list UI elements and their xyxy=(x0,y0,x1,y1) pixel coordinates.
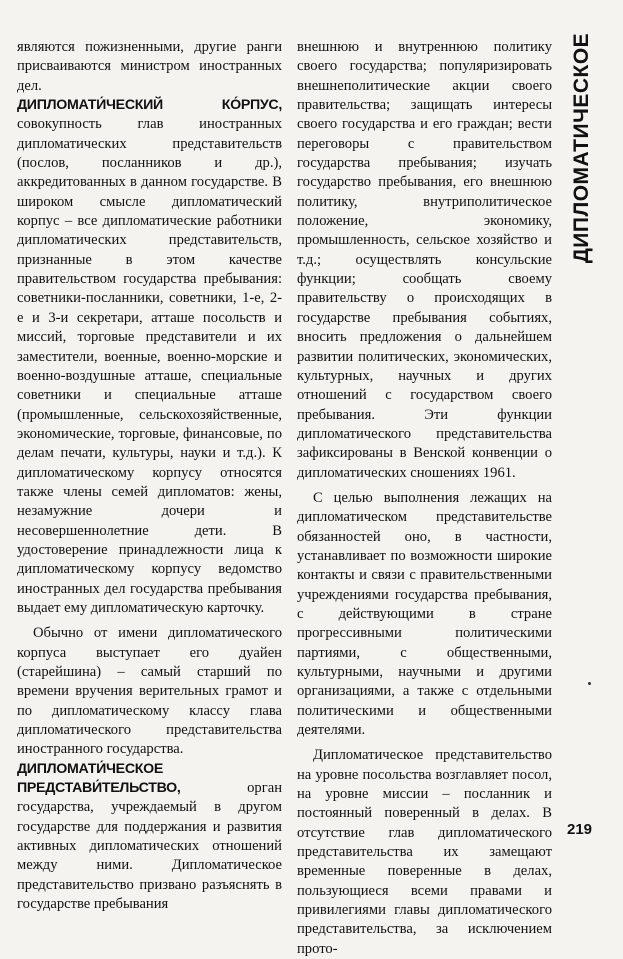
running-head-text: ДИПЛОМАТИЧЕСКОЕ xyxy=(570,32,593,264)
running-head xyxy=(562,28,602,268)
paragraph-functions: внешнюю и внутреннюю политику своего государства; популяризировать внешнеполитические акции своего правительства; защищать интересы своего государства и его граждан; вести переговоры с правительством государства пребывания; изучать государство пребывания, его внешнюю политику, внутриполитическое положение, экономику, промышленность, сельское хозяйство и т.д.; осуществлять консульские функции; сообщать своему правительству о происходящих в государстве пребывания событиях, вносить предложения о дальнейшем развитии политических, экономических, культурных, научных и других отношений с государством своего пребывания. Эти функции дипломатического представительства зафиксированы в Венской конвенции о дипломатических сношениях 1961. xyxy=(297,39,552,481)
right-column xyxy=(297,38,552,959)
paragraph-heads: Дипломатическое представительство на уровне посольства возглавляет посол, на уровне миссии – посланник и постоянный поверенный в делах. В отсутствие глав дипломатического представительства их замещают временные поверенные в делах, пользующиеся всеми правами и привилегиями главы дипломатического представительства, за исключением прото- xyxy=(297,747,552,957)
entry-diplomatic-corps xyxy=(17,96,282,618)
entry-term: ДИПЛОМАТИ́ЧЕСКИЙ КО́РПУС, xyxy=(17,97,282,114)
entry-term: ДИПЛОМАТИ́ЧЕСКОЕ ПРЕДСТАВИ́ТЕЛЬСТВО, xyxy=(17,760,181,797)
entry-diplomatic-mission xyxy=(17,760,282,915)
entry-text: орган государства, учреждаемый в другом государстве для поддержания и развития активных дипломатических отношений между ними. Дипломатическое представительство призвано разъяснять в государстве пребывания xyxy=(17,780,282,913)
entry-text: совокупность глав иностранных дипломатических представительств (послов, посланников и др.), аккредитованных в данном государстве. В широком смысле дипломатический корпус – все дипломатические работники дипломатических представительств, признанные в этом качестве правительством государства пребывания: советники-посланники, советники, 1-е, 2-е и 3-и секретари, атташе посольств и миссий, торговые представители и их заместители, военные, военно-морские и военно-воздушные атташе, специальные советники и специальные атташе (промышленные, сельскохозяйственные, экономические, торговые, финансовые, по делам печати, культуры, науки и т.д.). К дипломатическому корпусу относятся также члены семей дипломатов: жены, незамужние дочери и несовершеннолетние дети. В удостоверение принадлежности лица к дипломатическому корпусу ведомство иностранных дел государства пребывания выдает ему дипломатическую карточку. xyxy=(17,116,282,616)
paragraph-doyen: Обычно от имени дипломатического корпуса выступает его дуайен (старейшина) – самый старший по времени вручения верительных грамот и по дипломатическому классу глава дипломатического представительства иностранного государства. xyxy=(17,625,282,758)
page-number: 219 xyxy=(567,821,593,838)
paragraph-continuation: являются пожизненными, другие ранги присваиваются министром иностранных дел. xyxy=(17,39,282,94)
print-speck xyxy=(588,682,591,685)
paragraph-contacts: С целью выполнения лежащих на дипломатическом представительстве обязанностей оно, в частности, устанавливает по возможности широкие контакты и связи с правительственными учреждениями государства пребывания, с действующими в стране прогрессивными политическими партиями, с общественными, культурными, научными и другими организациями, а также с отдельными политическими и общественными деятелями. xyxy=(297,489,552,739)
left-column xyxy=(17,38,282,914)
